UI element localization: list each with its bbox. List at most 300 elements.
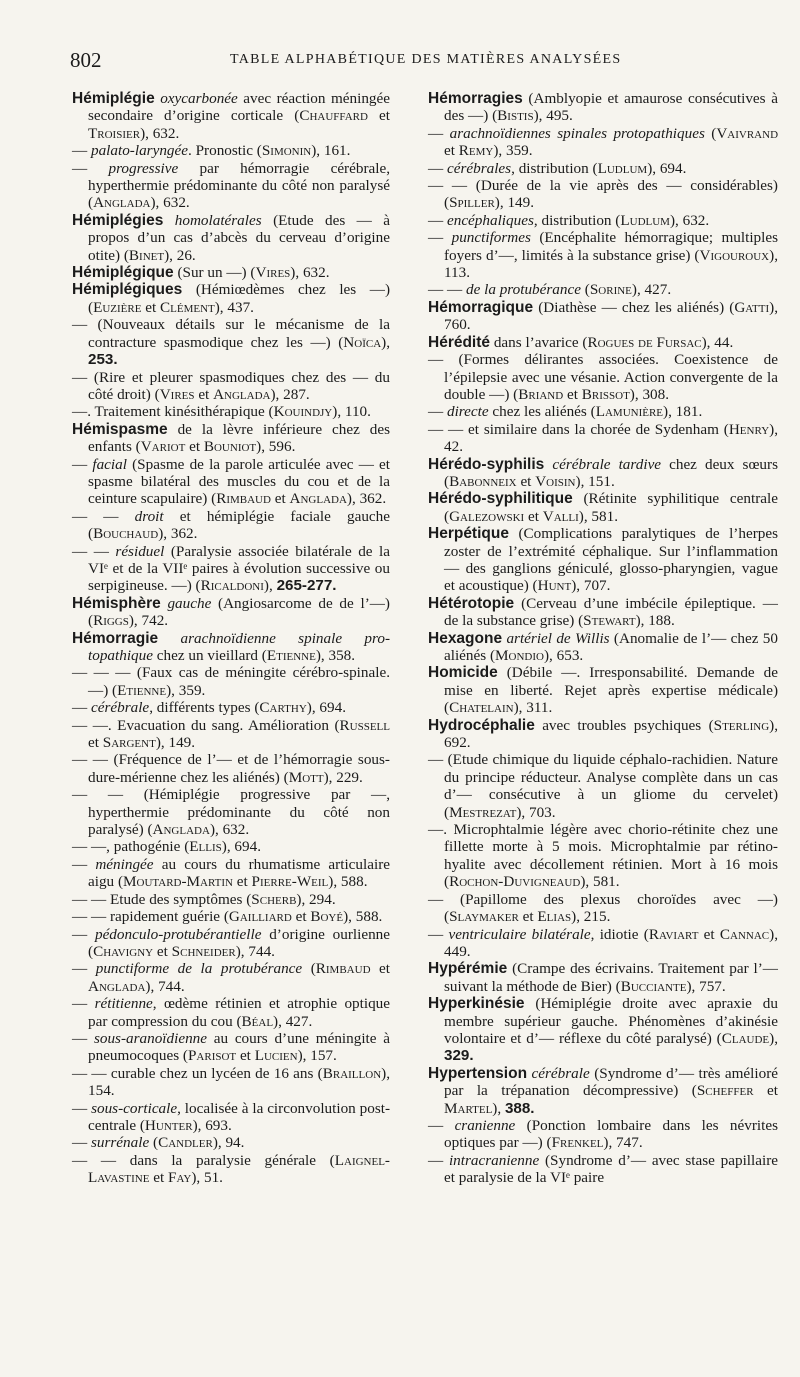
entry-text: — <box>72 455 93 473</box>
entry-text: Raviart <box>648 925 699 943</box>
entry-text: — <box>72 995 95 1013</box>
entry-text: ), 157. <box>297 1047 337 1065</box>
entry-text: ), 632. <box>140 124 180 142</box>
entry-headword: Hémispasme <box>72 420 168 438</box>
entry-text: — <box>72 1029 94 1047</box>
entry-text: ), 632. <box>150 194 190 212</box>
entry-text: ), 308. <box>629 385 670 403</box>
entry-text: ), 744. <box>145 977 185 995</box>
entry-text: ), 44. <box>701 333 734 351</box>
entry-text: , différents types ( <box>149 699 260 717</box>
entry-headword: Hémiplégiques <box>72 281 183 299</box>
entry-text: et <box>185 438 204 456</box>
entry-headword: Hypertension <box>428 1064 528 1082</box>
index-entry <box>428 630 778 665</box>
entry-headword: Hérédo-syphilis <box>428 455 545 473</box>
entry-text: Rimbaud <box>216 490 271 508</box>
index-entry <box>72 142 390 159</box>
index-entry <box>72 403 390 420</box>
index-entry <box>428 525 778 595</box>
index-entry <box>72 717 390 752</box>
entry-headword: Hémiplégies <box>72 211 164 229</box>
entry-text: et <box>516 472 536 490</box>
entry-text: — <box>72 855 96 873</box>
entry-text: ), 632. <box>209 821 250 839</box>
entry-headword: Hérédo-syphilitique <box>428 490 573 508</box>
entry-headword: Hémiplégique <box>72 264 174 282</box>
entry-text: Ricaldoni <box>200 577 264 595</box>
left-column <box>72 90 390 1187</box>
entry-text: méningée <box>95 855 154 873</box>
right-column <box>428 90 778 1187</box>
entry-text: Euzière <box>93 298 142 316</box>
entry-headword: Hémisphère <box>72 594 161 612</box>
entry-text: ), 149. <box>494 194 535 212</box>
index-entry <box>428 1065 778 1117</box>
index-entry <box>72 421 390 456</box>
entry-text: ), <box>263 577 277 595</box>
index-entry <box>428 299 778 334</box>
index-entry <box>428 421 778 456</box>
entry-text: et <box>444 142 459 160</box>
entry-text: artériel de Willis <box>506 629 610 647</box>
entry-text: sous-aranoïdienne <box>93 1029 207 1047</box>
entry-text: — — (Fréquence de l’— et de l’hémorragie sous-dure-mérienne chez les aliénés) ( <box>72 751 390 786</box>
entry-text: 329. <box>444 1047 474 1065</box>
entry-text: Hunter <box>144 1116 193 1134</box>
entry-text: — —. Evacuation du sang. Amélioration ( <box>72 716 340 734</box>
entry-text: Anglada <box>213 385 271 403</box>
entry-text: et <box>753 1082 778 1100</box>
entry-headword: Hyperkinésie <box>428 995 525 1013</box>
entry-text: 265-277. <box>276 577 337 595</box>
entry-text: ), 581. <box>578 507 618 525</box>
entry-text: Galezowski <box>449 507 525 525</box>
entry-text: ), 427. <box>273 1012 313 1030</box>
entry-text: — (Formes délirantes associées. Coexistence de l’épilepsie avec une vésanie. Action convergente de la double —) ( <box>428 351 778 403</box>
entry-text: d’origine ourlienne ( <box>88 925 391 960</box>
entry-text: — <box>428 403 447 421</box>
entry-text: Mott <box>288 768 324 786</box>
entry-text: , distribution ( <box>511 159 598 177</box>
entry-text: ( <box>580 281 590 299</box>
entry-text: Anglada <box>93 194 151 212</box>
entry-text: — <box>72 142 91 160</box>
entry-text: et <box>370 960 391 978</box>
entry-text: Chatelain <box>449 699 514 717</box>
index-entry <box>72 212 390 264</box>
entry-text: Frenkel <box>551 1134 604 1152</box>
entry-text: (Hémiplégie droite avec apraxie du membre supérieur gauche. Phénomènes d’akinésie volontaire et d’— réflexe du côté paralysé) ( <box>444 995 778 1047</box>
entry-text: (Angiosarcome de de l’—) ( <box>88 594 390 630</box>
index-entry <box>428 1117 778 1152</box>
entry-text: ), 747. <box>603 1134 643 1152</box>
entry-text: et <box>518 908 538 926</box>
entry-text: de la lèvre inférieure chez des enfants ( <box>88 420 390 456</box>
index-entry <box>72 1100 390 1135</box>
entry-text: Bouchaud <box>93 525 159 543</box>
entry-text: et <box>367 107 391 125</box>
entry-text: et <box>563 385 582 403</box>
entry-text: ), 181. <box>663 403 703 421</box>
entry-text: (Amblyopie et amaurose consécutives à des —) ( <box>444 90 778 125</box>
entry-text: — <box>428 1151 449 1169</box>
entry-text: punctiforme de la protubérance <box>95 960 303 978</box>
entry-text: Troisier <box>88 124 141 142</box>
entry-text: (Encéphalite hémorragique; multiples foyers d’—, limités à la substance grise) ( <box>444 229 779 264</box>
entry-text: Riggs <box>93 612 129 630</box>
entry-headword: Hypérémie <box>428 960 508 978</box>
entry-text: et <box>291 908 311 926</box>
entry-text: gauche <box>167 594 212 612</box>
entry-text: Babonneix <box>449 472 517 490</box>
entry-text: Chavigny <box>93 942 154 960</box>
entry-text: Remy <box>458 142 494 160</box>
entry-text: Vigouroux <box>699 246 770 264</box>
entry-text: Henry <box>728 420 770 438</box>
entry-text: Rogues de Fursac <box>587 333 702 351</box>
entry-text: Béal <box>241 1012 274 1030</box>
entry-text: — (Etude chimique du liquide céphalo-rachidien. Nature du principe réducteur. Analyse complète dans un cas d’— consécutive à un gliome du cervelet) ( <box>428 751 778 821</box>
entry-text: ), 703. <box>516 803 556 821</box>
entry-text: — (Nouveaux détails sur le mécanisme de la contracture spasmodique chez les —) ( <box>72 316 390 351</box>
entry-text: Etienne <box>266 647 316 664</box>
entry-text: (Rétinite syphilitique centrale ( <box>444 490 778 525</box>
index-entry <box>72 1134 390 1151</box>
entry-text: et <box>141 298 161 316</box>
index-entry <box>72 751 390 786</box>
entry-text: Anglada <box>88 977 146 995</box>
entry-text: Etienne <box>117 681 167 699</box>
entry-text: oxycarbonée <box>160 90 238 107</box>
index-entry <box>72 1065 390 1100</box>
entry-text: ), 151. <box>575 472 615 490</box>
entry-text: ), 427. <box>631 281 672 299</box>
entry-text: (Etude des — à propos d’un cas d’abcès du cerveau d’origine otite) ( <box>88 211 391 264</box>
entry-text: — (Rire et pleurer spasmodiques chez des — du côté droit) ( <box>72 368 390 403</box>
index-entry <box>428 456 778 491</box>
entry-text: droit <box>134 507 164 525</box>
entry-headword: Herpétique <box>428 525 509 543</box>
entry-text: de la protubérance <box>465 281 581 299</box>
entry-text: — — rapidement guérie ( <box>72 908 229 926</box>
entry-text: Rochon-Duvigneaud <box>449 873 581 891</box>
entry-text: ), 94. <box>212 1134 245 1152</box>
index-entry <box>72 264 390 281</box>
entry-text: avec troubles psychiques ( <box>534 716 714 734</box>
entry-text: ), 707. <box>571 577 611 595</box>
index-entry <box>428 751 778 821</box>
index-entry <box>72 856 390 891</box>
entry-text: Ludlum <box>620 211 670 229</box>
entry-text: — — <box>428 281 466 299</box>
index-entry <box>72 908 390 925</box>
entry-text: ), 596. <box>256 438 296 456</box>
index-entry <box>72 891 390 908</box>
entry-text: , œdème rétinien et atrophie optique par compression du cou ( <box>88 995 390 1030</box>
entry-text: Slaymaker <box>449 908 519 926</box>
index-entry <box>72 281 390 316</box>
entry-text: au cours d’une méningite à pneumocoques ( <box>88 1029 390 1065</box>
entry-text: 253. <box>88 351 118 369</box>
entry-text: — <box>72 925 95 943</box>
entry-text: — —, pathogénie ( <box>72 838 190 856</box>
running-title: TABLE ALPHABÉTIQUE DES MATIÈRES ANALYSÉES <box>230 52 622 67</box>
index-entry <box>428 717 778 752</box>
entry-text: ( <box>302 960 316 978</box>
entry-text: Spiller <box>449 194 495 212</box>
entry-text: (Ponction lombaire dans les névrites optiques par —) ( <box>444 1116 778 1152</box>
entry-text: Carthy <box>259 699 307 717</box>
entry-text: Bucciante <box>620 977 687 995</box>
entry-text: — — <box>72 507 135 525</box>
entry-text: (Complications paralytiques de l’herpes zoster de l’extrémité céphalique. Sur l’inflammation — des ganglions géniculé, glosso-pharyngien, vague et acoustique) ( <box>444 525 778 595</box>
entry-text: 388. <box>504 1099 535 1117</box>
index-entry <box>72 630 390 665</box>
entry-headword: Hémiplégie <box>72 90 155 107</box>
entry-text: — <box>72 1099 92 1117</box>
entry-text: ), 744. <box>235 942 275 960</box>
entry-text: Hunt <box>537 577 572 595</box>
entry-text: cérébrales <box>446 159 512 177</box>
index-entry <box>72 664 390 699</box>
entry-text: ), 154. <box>88 1064 390 1100</box>
entry-text <box>163 212 174 229</box>
entry-text: (Débile —. Irresponsabilité. Demande de mise en liberté. Rejet après expertise médicale) ( <box>444 664 778 717</box>
entry-text: et <box>194 385 214 403</box>
entry-text: ), <box>769 1029 778 1047</box>
entry-text: ), 694. <box>647 159 687 177</box>
entry-text: ), 359. <box>493 142 533 160</box>
entry-text: ), 362. <box>158 525 198 543</box>
entry-text: — <box>428 124 450 142</box>
entry-text: ), 757. <box>686 977 726 995</box>
index-entry <box>428 664 778 716</box>
entry-text: — (Papillome des plexus choroïdes avec —) ( <box>428 890 778 926</box>
index-entry <box>428 212 778 229</box>
entry-text: — — (Hémiplégie progressive par —, hyperthermie prédominante du côté non paralysé) ( <box>72 786 390 839</box>
entry-text: et <box>524 507 543 525</box>
index-entry <box>72 995 390 1030</box>
entry-text: ), 149. <box>155 734 196 752</box>
entry-text: , idiotie ( <box>590 925 649 943</box>
entry-text: Sorine <box>589 281 632 299</box>
entry-text: et <box>232 873 252 891</box>
entry-text: cérébrale tardive <box>552 455 662 473</box>
entry-text: (Syndrome d’— très amélioré par la trépanation décompressive) ( <box>444 1064 778 1100</box>
entry-text: Moutard-Martin <box>123 873 233 891</box>
index-entry <box>428 160 778 177</box>
entry-text: résiduel <box>115 542 165 560</box>
entry-text: intracranienne <box>448 1151 540 1169</box>
entry-text: cérébrale <box>90 699 150 717</box>
entry-headword: Hexagone <box>428 629 503 647</box>
entry-text: Parisot <box>187 1047 237 1065</box>
index-entry <box>428 595 778 630</box>
entry-text: ), 51. <box>191 1169 223 1187</box>
index-entry <box>72 595 390 630</box>
index-entry <box>72 160 390 212</box>
index-entry <box>72 926 390 961</box>
index-entry <box>428 334 778 351</box>
index-entry <box>428 90 778 125</box>
entry-headword: Hémorragie <box>72 629 159 647</box>
entry-text: ), 311. <box>513 699 553 717</box>
index-entry <box>72 786 390 838</box>
entry-text: —. Traitement kinésithérapique ( <box>72 403 274 421</box>
entry-text: ), 760. <box>444 298 778 334</box>
entry-text: cérébrale <box>531 1064 590 1082</box>
entry-text: ), 632. <box>669 211 710 229</box>
index-entry <box>428 490 778 525</box>
index-entry <box>72 508 390 543</box>
entry-text: — — — (Faux cas de méningite cérébro-spinale. —) ( <box>72 664 390 699</box>
entry-text: Simonin <box>261 142 312 160</box>
index-entry <box>428 1152 778 1187</box>
entry-text: ), 588. <box>343 908 383 926</box>
entry-text: Candler <box>158 1134 213 1152</box>
index-entry <box>428 229 778 281</box>
entry-text: et <box>153 942 172 960</box>
entry-text: surrénale <box>90 1134 150 1152</box>
entry-text: (Cerveau d’une imbécile épileptique. — de la substance grise) ( <box>444 594 778 630</box>
index-entry <box>72 699 390 716</box>
entry-text: Gatti <box>734 298 770 316</box>
entry-text: dans l’avarice ( <box>490 333 588 351</box>
entry-text: ), 188. <box>635 612 675 630</box>
entry-text: Anglada <box>152 821 210 839</box>
entry-text: Gailliard <box>228 908 292 926</box>
entry-text: Russell <box>339 716 390 734</box>
index-entry <box>72 316 390 368</box>
entry-text: Laignel-Lavastine <box>88 1151 390 1187</box>
entry-text: ), 110. <box>332 403 371 421</box>
entry-text: sous-corticale <box>91 1099 178 1117</box>
entry-text: et <box>270 490 290 508</box>
entry-text: chez un vieillard ( <box>152 647 267 664</box>
entry-text: Pierre-Weil <box>251 873 329 891</box>
entry-text: ), 229. <box>323 768 363 786</box>
entry-text: ), 588. <box>328 873 368 891</box>
entry-text: ), 653. <box>543 647 584 664</box>
entry-text: Anglada <box>289 490 347 508</box>
entry-text: Schneider <box>171 942 236 960</box>
index-entry <box>428 281 778 298</box>
index-entry <box>428 926 778 961</box>
entry-text: ), 359. <box>166 681 206 699</box>
entry-text: Fay <box>168 1169 192 1187</box>
entry-text: cranienne <box>454 1116 516 1134</box>
entry-text: ( <box>704 124 717 142</box>
entry-text: — <box>428 1116 455 1134</box>
entry-headword: Homicide <box>428 664 498 682</box>
entry-text: avec réaction méningée secondaire d’origine corticale ( <box>88 90 390 125</box>
entry-text: Ludlum <box>597 159 648 177</box>
entry-text: — — (Durée de la vie après des — considérables) ( <box>428 177 778 212</box>
index-entry <box>428 177 778 212</box>
entry-text: homolatérales <box>174 211 262 229</box>
entry-text: et <box>149 1169 168 1187</box>
entry-text: (Hémiœdèmes chez les —) ( <box>88 281 390 316</box>
entry-text: Martel <box>444 1099 493 1117</box>
entry-text: ), 287. <box>270 385 310 403</box>
entry-text: au cours du rhumatisme articulaire aigu ( <box>88 855 390 891</box>
entry-text: — <box>72 960 96 978</box>
entry-text: ), 26. <box>164 246 196 264</box>
entry-text: . Pronostic ( <box>188 142 262 160</box>
entry-headword: Hémorragique <box>428 298 534 316</box>
page-number: 802 <box>70 48 102 72</box>
entry-text: palato-laryngée <box>90 142 188 160</box>
entry-text: arachnoïdienne spinale pro-topathique <box>88 629 390 664</box>
entry-text: Sargent <box>102 734 156 752</box>
entry-text: (Diathèse — chez les aliénés) ( <box>533 298 735 316</box>
entry-text: ), 215. <box>571 908 611 926</box>
index-entry <box>428 403 778 420</box>
entry-headword: Hémorragies <box>428 90 523 107</box>
entry-text: Kouindjy <box>273 403 333 421</box>
entry-text: encéphaliques <box>446 211 534 229</box>
entry-text: — <box>428 159 447 177</box>
entry-text: facial <box>92 455 127 473</box>
index-entry <box>428 891 778 926</box>
entry-text: chez les aliénés ( <box>488 403 596 421</box>
entry-text: Cannac <box>719 925 770 943</box>
entry-text: ventriculaire bilatérale <box>448 925 591 943</box>
entry-text: ), 495. <box>533 107 573 125</box>
entry-text: ), 581. <box>580 873 620 891</box>
entry-headword: Hérédité <box>428 333 491 351</box>
entry-text: —. Microphtalmie légère avec chorio-rétinite chez une fillette morte à 5 mois. Microphtalmie par rétino-hyalite avec décollement rétinien. Mort à 16 mois ( <box>428 821 778 891</box>
index-entry <box>428 995 778 1065</box>
index-entry <box>72 543 390 595</box>
index-entry <box>72 1152 390 1187</box>
entry-text: progressive <box>108 159 179 177</box>
entry-text: ), 694. <box>306 699 347 717</box>
entry-text: ), 693. <box>192 1116 232 1134</box>
entry-text: ), 362. <box>346 490 387 508</box>
entry-text: Valli <box>542 507 579 525</box>
index-entry <box>72 1030 390 1065</box>
entry-text: ), <box>381 333 390 351</box>
entry-text: — <box>428 925 449 943</box>
index-entry <box>428 960 778 995</box>
entry-text: Claude <box>721 1029 770 1047</box>
entry-text: et hémiplégie faciale gauche ( <box>88 507 391 543</box>
entry-text: Scherb <box>251 890 297 908</box>
entry-text: ), 113. <box>444 246 778 282</box>
entry-text: (Paralysie associée bilatérale de la VIᵉ et de la VIIᵉ paires à évolution successive ou serpigineuse. —) ( <box>88 542 391 595</box>
entry-text: et <box>236 1047 255 1065</box>
entry-text: (Spasme de la parole articulée avec — et spasme bilatéral des muscles du cou et de la ceinture scapulaire) ( <box>88 455 391 508</box>
entry-text: Mondio <box>495 647 544 664</box>
index-entry <box>428 351 778 403</box>
index-entry <box>72 960 390 995</box>
entry-text: (Anomalie de l’— chez 50 aliénés ( <box>444 629 778 664</box>
entry-text: Voisin <box>535 472 576 490</box>
entry-text: directe <box>446 403 489 421</box>
entry-text: et <box>698 925 720 943</box>
index-entry <box>72 369 390 404</box>
entry-text: Braillon <box>322 1064 382 1082</box>
entry-text: ), 358. <box>315 647 356 664</box>
entry-text: Vires <box>255 264 291 282</box>
entry-text: arachnoïdiennes spinales protopathiques <box>449 124 705 142</box>
entry-text: et <box>88 734 103 752</box>
entry-text: ), 437. <box>214 298 254 316</box>
entry-text: Chauffard <box>299 107 368 125</box>
entry-text: Lamunière <box>595 403 664 421</box>
